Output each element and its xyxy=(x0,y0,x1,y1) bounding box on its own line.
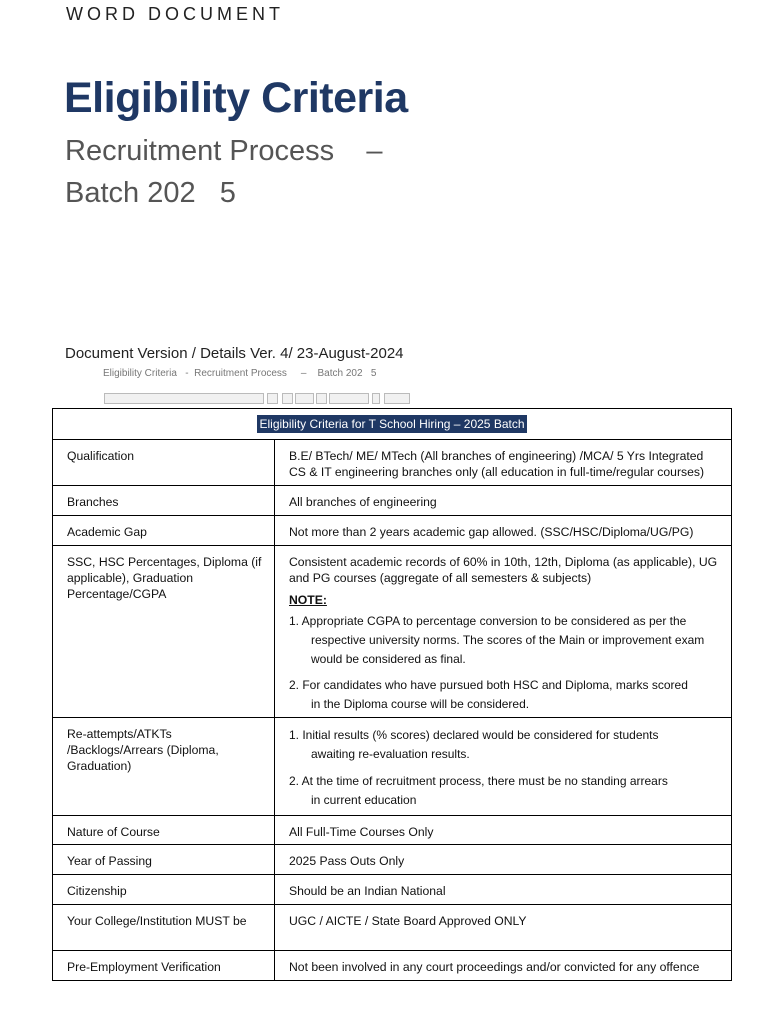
row-label: Qualification xyxy=(53,440,275,486)
note-label: NOTE: xyxy=(289,593,327,607)
table-row xyxy=(53,845,732,875)
row-label: SSC, HSC Percentages, Diploma (if applicable), Graduation Percentage/CGPA xyxy=(53,546,275,718)
row-value: All branches of engineering xyxy=(275,486,732,516)
placeholder-field xyxy=(372,393,380,404)
row-value: Not more than 2 years academic gap allowed. (SSC/HSC/Diploma/UG/PG) xyxy=(275,516,732,546)
table-row xyxy=(53,718,732,816)
table-row xyxy=(53,816,732,845)
row-value xyxy=(275,718,732,816)
note-item-rest: in the Diploma course will be considered. xyxy=(311,697,530,711)
table-row xyxy=(53,905,732,951)
row-value: All Full-Time Courses Only xyxy=(275,816,732,845)
placeholder-field xyxy=(316,393,327,404)
row-label: Pre-Employment Verification xyxy=(53,951,275,981)
table-row xyxy=(53,546,732,718)
placeholder-field xyxy=(295,393,314,404)
placeholder-field xyxy=(384,393,410,404)
placeholder-field xyxy=(267,393,278,404)
note-item xyxy=(289,772,721,810)
running-header: Eligibility Criteria - Recruitment Process – Batch 202 5 xyxy=(103,368,377,379)
row-label: Citizenship xyxy=(53,875,275,905)
note-item xyxy=(289,726,721,764)
note-item-first: 1. Initial results (% scores) declared would be considered for students xyxy=(289,728,659,742)
row-label: Re-attempts/ATKTs /Backlogs/Arrears (Diploma, Graduation) xyxy=(53,718,275,816)
row-value: B.E/ BTech/ ME/ MTech (All branches of engineering) /MCA/ 5 Yrs Integrated CS & IT engineering branches only (all education in full-time/regular courses) xyxy=(275,440,732,486)
row-value: 2025 Pass Outs Only xyxy=(275,845,732,875)
row-label: Year of Passing xyxy=(53,845,275,875)
table-heading-row xyxy=(53,409,732,440)
row-value-text: Consistent academic records of 60% in 10th, 12th, Diploma (as applicable), UG and PG courses (aggregate of all semesters & subjects) xyxy=(289,555,718,585)
table-heading: Eligibility Criteria for T School Hiring – 2025 Batch xyxy=(259,417,525,431)
table-row xyxy=(53,875,732,905)
note-item xyxy=(289,612,721,669)
document-type-label: WORD DOCUMENT xyxy=(66,4,284,24)
note-item-first: 1. Appropriate CGPA to percentage conversion to be considered as per the xyxy=(289,614,687,628)
row-value: Not been involved in any court proceedings and/or convicted for any offence xyxy=(275,951,732,981)
note-item-first: 2. At the time of recruitment process, there must be no standing arrears xyxy=(289,774,668,788)
table-row xyxy=(53,486,732,516)
placeholder-field xyxy=(282,393,293,404)
row-value xyxy=(275,546,732,718)
placeholder-field xyxy=(104,393,264,404)
document-version: Document Version / Details Ver. 4/ 23-August-2024 xyxy=(65,345,404,362)
page-title: Eligibility Criteria xyxy=(64,74,408,122)
row-value: UGC / AICTE / State Board Approved ONLY xyxy=(275,905,732,951)
row-label: Nature of Course xyxy=(53,816,275,845)
eligibility-table xyxy=(52,408,732,981)
placeholder-field xyxy=(329,393,369,404)
row-label: Academic Gap xyxy=(53,516,275,546)
page-subtitle xyxy=(65,130,383,214)
table-row xyxy=(53,440,732,486)
table-row xyxy=(53,951,732,981)
row-label: Branches xyxy=(53,486,275,516)
note-item-first: 2. For candidates who have pursued both HSC and Diploma, marks scored xyxy=(289,678,688,692)
note-item-rest: in current education xyxy=(311,793,417,807)
note-item-rest: awaiting re-evaluation results. xyxy=(311,747,470,761)
row-label: Your College/Institution MUST be xyxy=(53,905,275,951)
table-row xyxy=(53,516,732,546)
note-item-rest: respective university norms. The scores of the Main or improvement exam would be considered as final. xyxy=(311,633,705,666)
row-value: Should be an Indian National xyxy=(275,875,732,905)
note-item xyxy=(289,676,721,714)
subtitle-line-1: Recruitment Process – xyxy=(65,135,383,167)
subtitle-line-2: Batch 202 5 xyxy=(65,177,236,209)
